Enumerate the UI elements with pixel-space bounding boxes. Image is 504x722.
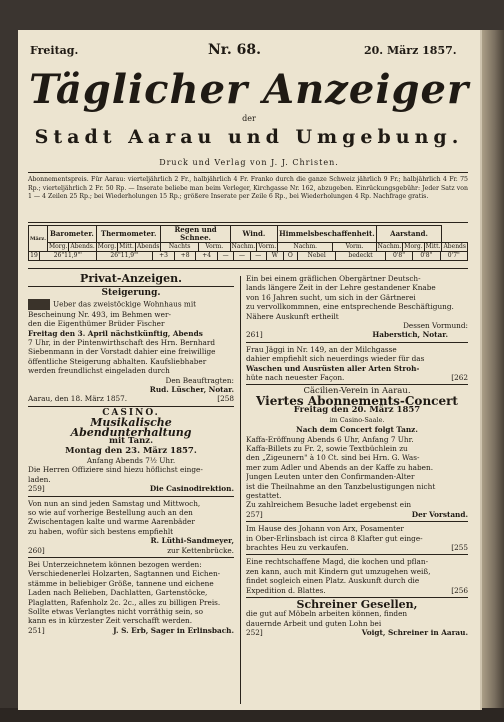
magd-line: findet sogleich einen Platz. Auskunft durch die <box>246 576 420 586</box>
weather-h-barometer: Barometer. <box>48 226 97 243</box>
baeder-line: zu haben, wofür sich bestens empfiehlt <box>28 526 174 536</box>
left-column <box>28 274 234 635</box>
steigerung-line: 7 Uhr, in der Pintenwirthschaft des Hrn. Bernhard <box>28 338 216 348</box>
holz-sign-line: 251] J. S. Erb, Sager in Erlinsbach. <box>28 625 234 635</box>
steigerung-line: Freitag den 3. April nächstkünftig, Abends <box>28 328 203 338</box>
concert-line: Kaffa-Billets zu Fr. 2, sowie Textbüchlein zu <box>246 443 408 453</box>
steigerung-line: Siebenmann in der Vorstadt dahier eine freiwillige <box>28 347 216 357</box>
weather-cell: +4 <box>196 252 218 261</box>
printer-line: Druck und Verlag von J. J. Christen. <box>159 158 339 167</box>
weather-cell: 0'8" <box>385 252 412 261</box>
weather-sub: Vorm. <box>198 243 230 252</box>
lehre-sign-line: 261] Haberstich, Notar. <box>246 330 448 340</box>
baeder-sign-line: 260] zur Kettenbrücke. <box>28 545 234 555</box>
holz-line: kann es in kürzester Zeit verschafft werden. <box>28 616 193 626</box>
weather-cell: 26"11,9"' <box>96 252 153 261</box>
weather-sub: Nachm. <box>231 243 256 250</box>
weather-h-wind: Wind. <box>230 226 278 243</box>
divider <box>246 342 468 343</box>
weather-cell: O <box>283 252 297 261</box>
casino-start: Anfang Abends 7½ Uhr. <box>86 455 176 465</box>
weather-sub: Vorm. <box>258 243 277 250</box>
lehre-line: von 16 Jahren sucht, um sich in der Gärtnerei <box>246 292 416 302</box>
steigerung-line: Ueber das zweistöckige Wohnhaus mit <box>28 299 234 310</box>
issue-day: Freitag. <box>30 44 79 57</box>
book-bottom-edge <box>0 708 504 722</box>
jaeggi-line: Frau Jäggi in Nr. 149, an der Milchgasse <box>246 344 397 354</box>
weather-cell: — <box>250 252 266 261</box>
weather-sub: Abends. <box>70 243 95 250</box>
steigerung-line: öffentliche Steigerung abhalten. Kaufsliebhaber <box>28 356 207 366</box>
concert-line: Kaffa-Eröffnung Abends 6 Uhr, Anfang 7 Uhr. <box>246 434 414 444</box>
divider <box>28 557 234 558</box>
lehre-line: Ein bei einem gräflichen Obergärtner Deutsch- <box>246 274 421 283</box>
weather-h-himmel: Himmelsbeschaffenheit. <box>278 226 376 243</box>
casino-invite: Die Herren Offiziere sind hiezu höflichst einge- <box>28 465 203 475</box>
weather-table <box>28 225 468 252</box>
divider <box>28 286 234 287</box>
concert-line: gestattet. <box>246 490 282 500</box>
weather-data-row <box>28 251 468 261</box>
baeder-line: Von nun an sind jeden Samstag und Mittwoch, <box>28 498 201 508</box>
subscription-info: Abonnementspreis. Für Aarau: vierteljährlich 2 Fr., halbjährlich 4 Fr. Franko durch die ganze Schweiz jährlich 9 Fr.; halbjährlich 4 Fr. 75 Rp.; vierteljährlich 2 Fr. 50 Rp. — Inserate beliebe man beim Verleger, Kirchgasse Nr. 162, abzugeben. Einrückungsgebühr: Jeder Satz von 1 — 4 Zeilen 25 Rp.; bei Wiederholungen 15 Rp.; größere Inserate per Zeile 6 Rp., bei Wiederholungen 4 Rp. Nachfrage gratis. <box>28 176 468 201</box>
weather-cell: W <box>266 252 283 261</box>
baeder-line: Zwischentagen kalte und warme Aarenbäder <box>28 517 195 527</box>
holz-line: Bei Unterzeichnetem können bezogen werden: <box>28 559 202 569</box>
magd-line: zen kann, auch mit Kindern gut umzugehen weiß, <box>246 566 431 576</box>
weather-cell: 0'7" <box>440 252 467 261</box>
divider <box>28 406 234 407</box>
steigerung-date-line: Aarau, den 18. März 1857. [258 <box>28 394 234 404</box>
masthead-subtitle: Stadt Aarau und Umgebung. <box>34 126 464 148</box>
concert-line: Zu zahlreichem Besuche ladet ergebenst ein <box>246 500 412 510</box>
weather-sub: Morg. <box>97 243 117 250</box>
divider <box>246 384 468 385</box>
weather-sub: Morg. <box>404 243 423 250</box>
rule-mid <box>28 222 468 223</box>
jaeggi-line: dahier empfiehlt sich neuerdings wieder für das <box>246 354 425 364</box>
rule-top <box>28 172 468 173</box>
divider <box>28 496 234 497</box>
weather-cell: 0'8" <box>413 252 440 261</box>
rule-weather-bottom <box>28 268 468 269</box>
weather-cell: — <box>217 252 233 261</box>
column-divider <box>240 276 241 704</box>
concert-line: mer zum Adler und Abends an der Kaffe zu haben. <box>246 462 434 472</box>
weather-sub: Nachm. <box>377 243 402 250</box>
masthead-title: Täglicher Anzeiger <box>28 66 470 113</box>
weather-sub: Mitt. <box>119 243 134 250</box>
steigerung-sign: Den Beauftragten: <box>165 375 234 385</box>
weather-sub: Abends <box>136 243 160 250</box>
weather-month: März. <box>29 226 48 252</box>
concert-date: Freitag den 20. März 1857 <box>293 405 421 416</box>
house-icon <box>28 299 50 310</box>
weather-cell: bedeckt <box>336 252 385 261</box>
weather-cell: — <box>234 252 250 261</box>
magd-last-line: Expedition d. Blattes. [256 <box>246 585 468 595</box>
lehre-sign: Dessen Vormund: <box>403 321 468 331</box>
lehre-line: lands längere Zeit in der Lehre gestandener Knabe <box>246 283 436 293</box>
newspaper-page <box>18 30 480 710</box>
holz-line: Laden nach Belieben, Dachlatten, Gartenstöcke, <box>28 588 208 598</box>
book-page-edge <box>480 30 504 722</box>
steigerung-line: Bescheinung Nr. 493, im Behmen wer- <box>28 309 171 319</box>
weather-sub: Vorm. <box>333 243 376 252</box>
heu-line: Im Hause des Johann von Arx, Posamenter <box>246 524 404 534</box>
weather-h-regen: Regen und Schnee. <box>161 226 230 243</box>
divider <box>246 521 468 522</box>
weather-sub: Abends <box>443 243 466 250</box>
holz-line: Verschiedenerlei Holzarten, Sagtannen und Eichen- <box>28 569 221 579</box>
schreiner-sign-line: 252] Voigt, Schreiner in Aarau. <box>246 628 468 638</box>
schreiner-title: Schreiner Gesellen, <box>296 598 418 611</box>
jaeggi-line: Waschen und Ausrüsten aller Arten Stroh- <box>246 363 420 373</box>
weather-h-aarstand: Aarstand. <box>376 226 442 243</box>
weather-sub: Morg. <box>49 243 68 250</box>
casino-title: CASINO. <box>102 407 160 418</box>
privat-anzeigen-title: Privat-Anzeigen. <box>80 272 182 285</box>
weather-sub: Nachm. <box>278 243 333 252</box>
weather-cell: 26"11,9"' <box>40 252 97 261</box>
issue-date: 20. März 1857. <box>364 44 457 57</box>
concert-after: Nach dem Concert folgt Tanz. <box>296 425 418 435</box>
weather-sub: Mitt. <box>425 243 441 250</box>
lehre-line: zu vervollkommnen, eine entsprechende Beschäftigung. <box>246 302 454 312</box>
masthead-der: der <box>242 114 256 123</box>
jaeggi-last-line: hüte nach neuester Façon. [262 <box>246 373 468 383</box>
weather-day: 19 <box>30 252 38 259</box>
concert-line: den „Zigeunern" à 10 Ct. sind bei Hrn. G. Was- <box>246 453 420 463</box>
holz-line: stämme in beliebiger Größe, tannene und eichene <box>28 578 214 588</box>
concert-line: ist die Theilnahme an den Tanzbelustigungen nicht <box>246 481 436 491</box>
lehre-line: Nähere Auskunft ertheilt <box>246 311 339 321</box>
divider <box>246 554 468 555</box>
casino-date: Montag den 23. März 1857. <box>65 445 197 456</box>
casino-invite: laden. <box>28 474 51 484</box>
concert-line: Jungen Leuten unter den Confirmanden-Alter <box>246 472 415 482</box>
weather-cell: +8 <box>174 252 196 261</box>
baeder-line: so wie auf vorherige Bestellung auch an den <box>28 507 193 517</box>
baeder-sign: R. Lüthi-Sandmeyer, <box>150 536 234 546</box>
weather-h-thermometer: Thermometer. <box>96 226 161 243</box>
steigerung-line: werden freundlichst eingeladen durch <box>28 366 170 376</box>
casino-event: Musikalische Abendunterhaltung <box>70 416 192 439</box>
schreiner-line: dauernde Arbeit und guten Lohn bei <box>246 618 382 628</box>
holz-line: Plaglatten, Rafenholz 2c. 2c., alles zu billigen Preis. <box>28 597 221 607</box>
schreiner-line: die gut auf Möbeln arbeiten können, finden <box>246 609 408 619</box>
right-column <box>246 274 468 638</box>
heu-last-line: brachtes Heu zu verkaufen. [255 <box>246 542 468 552</box>
concert-sign-line: 257] Der Vorstand. <box>246 509 468 519</box>
weather-sub: Nachts <box>161 243 198 252</box>
casino-sign-line: 259] Die Casinodirektion. <box>28 484 234 494</box>
holz-line: Sollte etwas Verlangtes nicht vorräthig sein, so <box>28 607 204 616</box>
steigerung-line: den die Eigenthümer Brüder Fischer <box>28 319 165 329</box>
concert-place: im Casino-Saale. <box>329 415 385 424</box>
caecilien-verein: Cäcilien-Verein in Aarau. <box>303 386 411 397</box>
heu-line: in Ober-Erlinsbach ist circa 8 Klafter gut einge- <box>246 533 423 543</box>
steigerung-sign-name: Rud. Lüscher, Notar. <box>149 385 234 395</box>
concert-title: Viertes Abonnements-Concert <box>256 393 458 408</box>
weather-cell: +3 <box>153 252 175 261</box>
weather-cell: Nebel <box>298 252 336 261</box>
magd-line: Eine rechtschaffene Magd, die kochen und pflan- <box>246 557 429 567</box>
casino-mit-tanz: mit Tanz. <box>108 436 154 447</box>
issue-number: Nr. 68. <box>208 42 261 58</box>
steigerung-title: Steigerung. <box>101 288 161 299</box>
